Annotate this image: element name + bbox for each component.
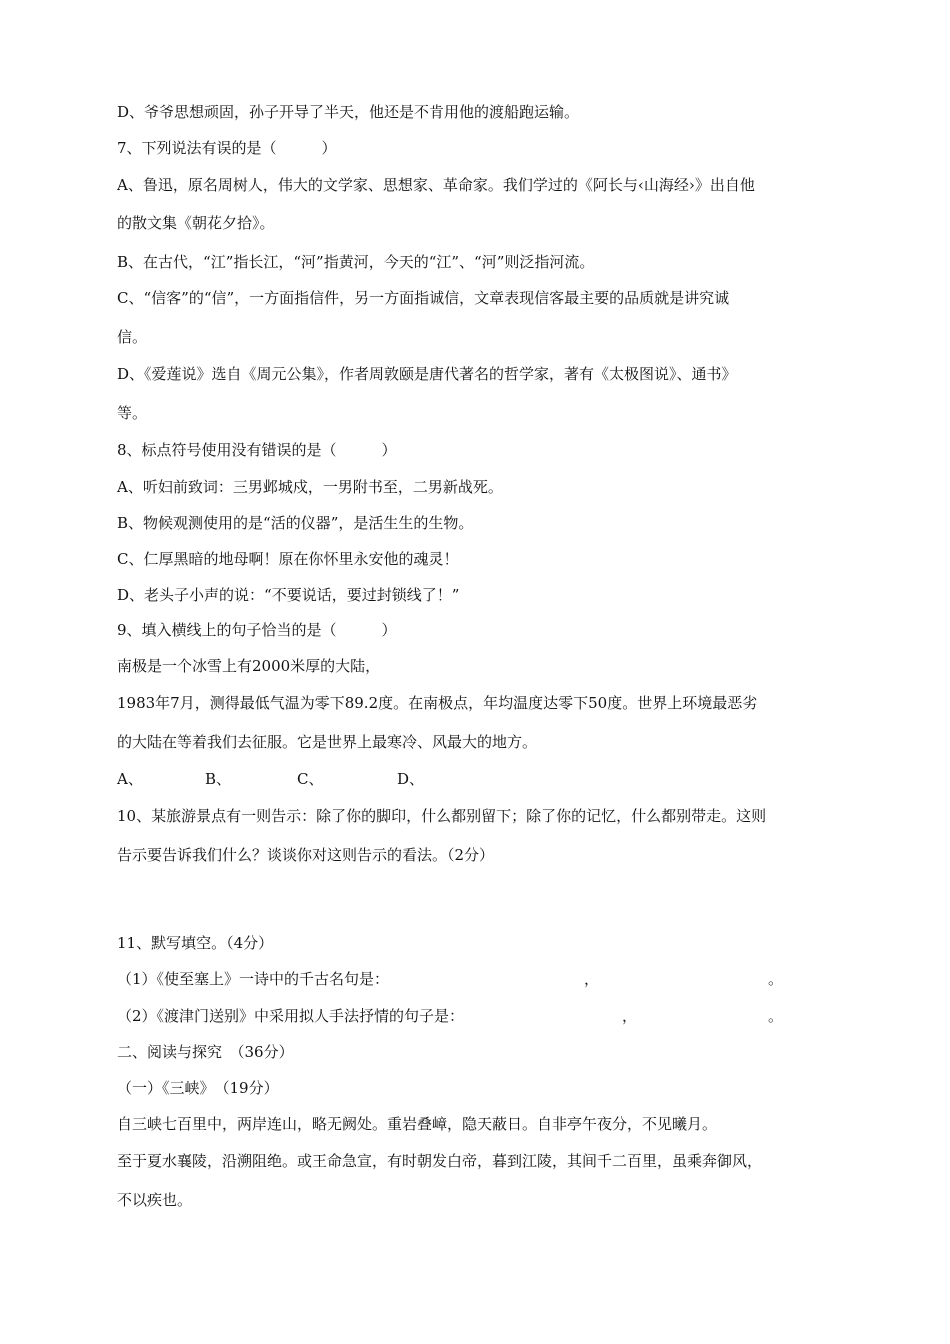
q10-stem-line1: 10、某旅游景点有一则告示：除了你的脚印，什么都别留下；除了你的记忆，什么都别带走。这则 bbox=[117, 807, 767, 825]
q9-stem: 9、填入横线上的句子恰当的是（ ） bbox=[117, 621, 397, 639]
q7-option-c-line1: C、“信客”的“信”，一方面指信件，另一方面指诚信，文章表现信客最主要的品质就是讲究诚 bbox=[117, 289, 730, 307]
q11-item-1-period: 。 bbox=[768, 970, 784, 988]
q11-item-1-comma: ， bbox=[584, 970, 600, 988]
passage-line3: 不以疾也。 bbox=[117, 1191, 193, 1209]
q10-stem-line2: 告示要告诉我们什么？谈谈你对这则告示的看法。（2分） bbox=[117, 846, 495, 864]
q9-passage-line1: 南极是一个冰雪上有2000米厚的大陆， bbox=[117, 657, 381, 675]
q8-option-d: D、老头子小声的说：“不要说话，要过封锁线了！” bbox=[117, 586, 460, 604]
q11-item-2-text: （2）《渡津门送别》中采用拟人手法抒情的句子是： bbox=[117, 1007, 465, 1025]
q9-passage-line3: 的大陆在等着我们去征服。它是世界上最寒冷、风最大的地方。 bbox=[117, 733, 538, 751]
q7-option-b: B、在古代，“江”指长江，“河”指黄河，今天的“江”、“河”则泛指河流。 bbox=[117, 253, 595, 271]
q7-stem: 7、下列说法有误的是（ ） bbox=[117, 139, 337, 157]
q11-item-2-period: 。 bbox=[768, 1007, 784, 1025]
q8-option-b: B、物候观测使用的是“活的仪器”，是活生生的生物。 bbox=[117, 514, 474, 532]
q8-option-a: A、听妇前致词：三男邺城戍，一男附书至，二男新战死。 bbox=[117, 478, 503, 496]
q8-stem: 8、标点符号使用没有错误的是（ ） bbox=[117, 441, 397, 459]
q9-option-c: C、 bbox=[297, 770, 324, 788]
section-2-heading: 二、阅读与探究 （36分） bbox=[117, 1043, 294, 1061]
q9-passage-line2: 1983年7月，测得最低气温为零下89.2度。在南极点，年均温度达零下50度。世界上环境最恶劣 bbox=[117, 694, 758, 712]
q7-option-d-line2: 等。 bbox=[117, 404, 148, 422]
passage-line1: 自三峡七百里中，两岸连山，略无阙处。重岩叠嶂，隐天蔽日。自非亭午夜分，不见曦月。 bbox=[117, 1115, 718, 1133]
q11-stem: 11、默写填空。（4分） bbox=[117, 934, 274, 952]
q9-option-d: D、 bbox=[397, 770, 425, 788]
q7-option-a-line2: 的散文集《朝花夕拾》。 bbox=[117, 214, 275, 232]
q7-option-d-line1: D、《爱莲说》选自《周元公集》，作者周敦颐是唐代著名的哲学家，著有《太极图说》、通书》 bbox=[117, 365, 737, 383]
passage-line2: 至于夏水襄陵，沿溯阻绝。或王命急宣，有时朝发白帝，暮到江陵，其间千二百里，虽乘奔御风， bbox=[117, 1152, 763, 1170]
q7-option-c-line2: 信。 bbox=[117, 328, 148, 346]
q9-option-a: A、 bbox=[117, 770, 143, 788]
q8-option-c: C、仁厚黑暗的地母啊！原在你怀里永安他的魂灵！ bbox=[117, 550, 459, 568]
q11-item-2-comma: ， bbox=[622, 1007, 638, 1025]
q11-item-1-text: （1）《使至塞上》一诗中的千古名句是： bbox=[117, 970, 390, 988]
q9-option-b: B、 bbox=[205, 770, 232, 788]
q6-option-d: D、爷爷思想顽固，孙子开导了半天，他还是不肯用他的渡船跑运输。 bbox=[117, 103, 580, 121]
q7-option-a-line1: A、鲁迅，原名周树人，伟大的文学家、思想家、革命家。我们学过的《阿长与‹山海经›》出自他 bbox=[117, 176, 755, 194]
subsection-1-heading: （一）《三峡》 （19分） bbox=[117, 1079, 279, 1097]
